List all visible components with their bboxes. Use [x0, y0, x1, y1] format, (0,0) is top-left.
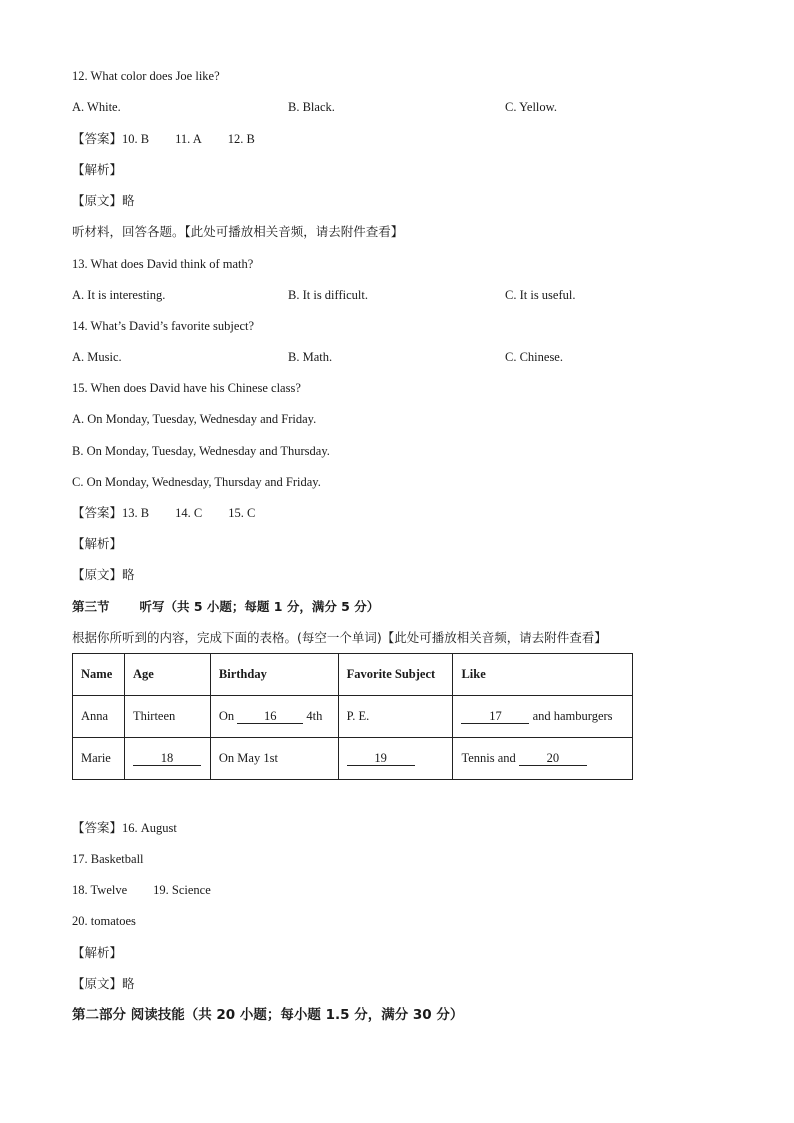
answer-tag: 【答案】 [72, 131, 123, 146]
question-12: 12. What color does Joe like? [72, 69, 220, 83]
header-name: Name [73, 654, 125, 696]
answer-item: 16. August [122, 821, 177, 835]
option-15b: B. On Monday, Tuesday, Wednesday and Thursday. [72, 444, 330, 458]
analysis-label: 【解析】 [72, 945, 123, 960]
answer-item: 13. B [122, 506, 150, 520]
option-13b: B. It is difficult. [288, 288, 368, 302]
option-15a: A. On Monday, Tuesday, Wednesday and Friday. [72, 412, 317, 426]
option-12a: A. White. [72, 100, 121, 114]
dictation-table [72, 653, 633, 780]
answer-tag: 【答案】 [72, 820, 123, 835]
cell-like: Tennis and 20 [453, 738, 633, 780]
cell-subject: P. E. [338, 696, 453, 738]
option-13a: A. It is interesting. [72, 288, 166, 302]
question-14: 14. What’s David’s favorite subject? [72, 319, 255, 333]
option-13c: C. It is useful. [505, 288, 576, 302]
analysis-label: 【解析】 [72, 536, 123, 551]
answer-item: 12. B [227, 132, 255, 146]
answer-item: 11. A [175, 132, 202, 146]
answer-item: 15. C [228, 506, 256, 520]
cell-age [124, 738, 210, 780]
blank-17: 17 [461, 710, 529, 724]
table-row [73, 696, 633, 738]
answer-line-18-19 [72, 882, 211, 898]
blank-20: 20 [519, 752, 587, 766]
section-detail: 听写（共 5 小题；每题 1 分，满分 5 分） [139, 599, 380, 614]
header-like: Like [453, 654, 633, 696]
header-age: Age [124, 654, 210, 696]
cell-name: Anna [73, 696, 125, 738]
table-row [73, 738, 633, 780]
section-instruction: 根据你所听到的内容，完成下面的表格。(每空一个单词)【此处可播放相关音频，请去附件查看】 [72, 630, 607, 645]
answer-item: 14. C [175, 506, 203, 520]
option-12c: C. Yellow. [505, 100, 557, 114]
cell-name: Marie [73, 738, 125, 780]
cell-birthday: On 16 4th [210, 696, 338, 738]
blank-19: 19 [347, 752, 415, 766]
answer-item: 10. B [122, 132, 150, 146]
answer-tag: 【答案】 [72, 505, 123, 520]
table-header-row [73, 654, 633, 696]
answer-line-1 [72, 131, 255, 147]
analysis-label: 【解析】 [72, 162, 123, 177]
cell-subject [338, 738, 453, 780]
blank-16: 16 [237, 710, 303, 724]
part-heading: 第二部分 阅读技能（共 20 小题；每小题 1.5 分，满分 30 分） [72, 1007, 464, 1023]
answer-17: 17. Basketball [72, 852, 144, 866]
header-birthday: Birthday [210, 654, 338, 696]
section-heading [72, 599, 379, 615]
answer-line-2 [72, 505, 255, 521]
original-text-label: 【原文】略 [72, 193, 135, 208]
option-14c: C. Chinese. [505, 350, 563, 364]
option-15c: C. On Monday, Wednesday, Thursday and Friday. [72, 475, 321, 489]
option-14b: B. Math. [288, 350, 333, 364]
option-14a: A. Music. [72, 350, 122, 364]
cell-birthday: On May 1st [210, 738, 338, 780]
answer-item: 18. Twelve [72, 883, 128, 897]
original-text-label: 【原文】略 [72, 567, 135, 582]
cell-like: 17 and hamburgers [453, 696, 633, 738]
header-subject: Favorite Subject [338, 654, 453, 696]
answer-line-3 [72, 820, 177, 836]
section-number: 第三节 [72, 599, 110, 614]
original-text-label: 【原文】略 [72, 976, 135, 991]
listening-instruction: 听材料，回答各题。【此处可播放相关音频，请去附件查看】 [72, 224, 404, 239]
answer-item: 19. Science [153, 883, 211, 897]
blank-18: 18 [133, 752, 201, 766]
cell-age: Thirteen [124, 696, 210, 738]
option-12b: B. Black. [288, 100, 335, 114]
answer-20: 20. tomatoes [72, 914, 136, 928]
question-15: 15. When does David have his Chinese class? [72, 381, 301, 395]
question-13: 13. What does David think of math? [72, 257, 254, 271]
